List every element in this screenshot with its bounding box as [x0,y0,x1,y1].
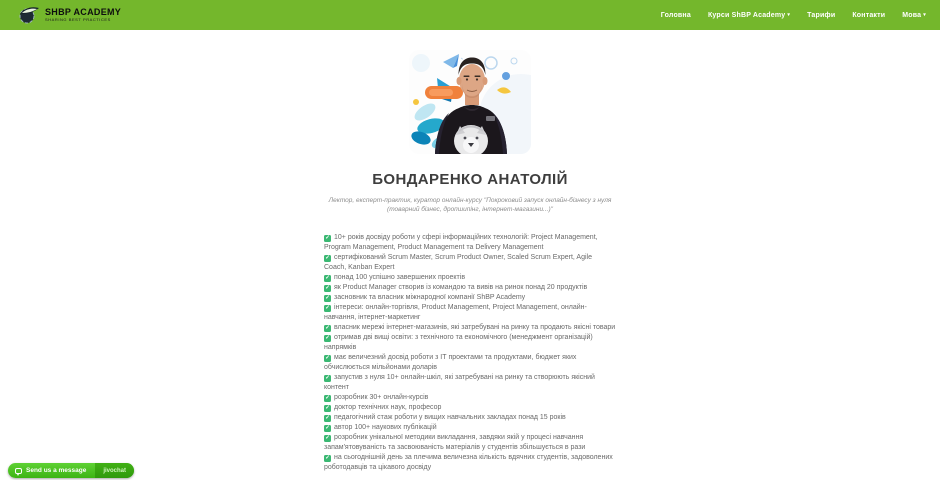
fact-text: на сьогоднішній день за плечима величезна кількість вдячних студентів, задоволених роботодавців та цікавого досвіду [324,454,613,471]
check-icon: ✓ [325,455,330,461]
check-icon: ✓ [325,275,330,281]
nav-item-contacts[interactable] [852,12,885,19]
check-icon: ✓ [325,295,330,301]
fact-item [324,253,616,273]
check-icon: ✓ [325,415,330,421]
fact-text: сертифікований Scrum Master, Scrum Product Owner, Scaled Scrum Expert, Agile Coach, Kanban Expert [324,254,593,271]
fact-item [324,373,616,393]
chat-bubble-icon [15,468,22,474]
nav-label: Контакти [852,11,886,19]
fact-item [324,403,616,413]
fact-text: понад 100 успішно завершених проектів [334,274,466,281]
profile-subtitle: Лектор, експерт-практик, куратор онлайн-курсу "Покроковий запуск онлайн-бізнесу з нуля (товарний бізнес, дропшипінг, інтернет-магазини...)" [328,197,612,213]
fact-text: засновник та власник міжнародної компанії ShBP Academy [334,294,526,301]
nav-label: Курси ShBP Academy [707,11,786,19]
fact-item [324,293,616,303]
chat-brand-label: jivochat [95,463,134,478]
fact-item [324,353,616,373]
check-icon: ✓ [325,305,330,311]
check-icon: ✓ [325,375,330,381]
logo-tagline: SHARING BEST PRACTICES [45,17,111,23]
fact-text: отримав дві вищі освіти: з технічного та економічного (менеджмент організацій) напрямків [324,334,593,351]
check-icon: ✓ [325,255,330,261]
logo[interactable] [18,5,121,25]
check-icon: ✓ [325,425,330,431]
fact-text: інтереси: онлайн-торгівля, Product Management, Project Management, онлайн-навчання, інтернет-маркетинг [324,304,587,321]
fact-item [324,233,616,253]
nav-label: Мова [902,11,922,19]
fact-item [324,453,616,473]
fact-item [324,393,616,403]
check-icon: ✓ [325,435,330,441]
fact-text: доктор технічних наук, професор [334,404,442,411]
nav-item-home[interactable] [661,12,691,19]
facts-list [324,233,616,473]
check-icon: ✓ [325,325,330,331]
nav-label: Тарифи [807,11,836,19]
fact-text: розробник унікальної методики викладання, завдяки якій у процесі навчання запам'ятовуваність та засвоюваність матеріалів у студентів збільшується в рази [324,434,586,451]
fact-text: має величезний досвід роботи з ІТ проектами та продуктами, бюджет яких обчислюється мільйонами доларів [324,354,577,371]
chevron-down-icon: ▾ [787,12,791,18]
fact-text: педагогічний стаж роботи у вищих навчальних закладах понад 15 років [334,414,566,421]
fact-text: власник мережі інтернет-магазинів, які затребувані на ринку та продають якісні товари [334,324,616,331]
main-nav [661,12,926,19]
check-icon: ✓ [325,395,330,401]
logo-title: SHBP ACADEMY [45,6,122,17]
site-header [0,0,940,30]
fact-text: 10+ років досвіду роботи у сфері інформаційних технологій: Project Management, Program Management, Product Management та Delivery Management [324,234,598,251]
main-content [0,50,940,473]
profile-photo-illustration [409,50,531,154]
fact-text: як Product Manager створив із командою та вивів на ринок понад 20 продуктів [334,284,588,291]
check-icon: ✓ [325,235,330,241]
profile-name: БОНДАРЕНКО АНАТОЛІЙ [372,171,568,188]
profile-photo [409,50,531,154]
nav-label: Головна [660,11,691,19]
fact-text: запустив з нуля 10+ онлайн-шкіл, які затребувані на ринку та створюють якісний контент [324,374,595,391]
fact-item [324,433,616,453]
chevron-down-icon: ▾ [923,12,926,18]
fact-item [324,333,616,353]
chat-widget[interactable] [8,463,134,478]
fact-text: розробник 30+ онлайн-курсів [334,394,429,401]
fact-text: автор 100+ наукових публікацій [334,424,437,431]
check-icon: ✓ [325,285,330,291]
nav-item-language[interactable] [902,12,926,19]
fact-item [324,423,616,433]
fact-item [324,283,616,293]
fact-item [324,413,616,423]
logo-icon [18,5,40,25]
fact-item [324,303,616,323]
check-icon: ✓ [325,335,330,341]
check-icon: ✓ [325,355,330,361]
check-icon: ✓ [325,405,330,411]
fact-item [324,273,616,283]
chat-message: Send us a message [26,467,87,474]
nav-item-tariffs[interactable] [807,12,835,19]
fact-item [324,323,616,333]
nav-item-courses[interactable] [708,12,790,19]
